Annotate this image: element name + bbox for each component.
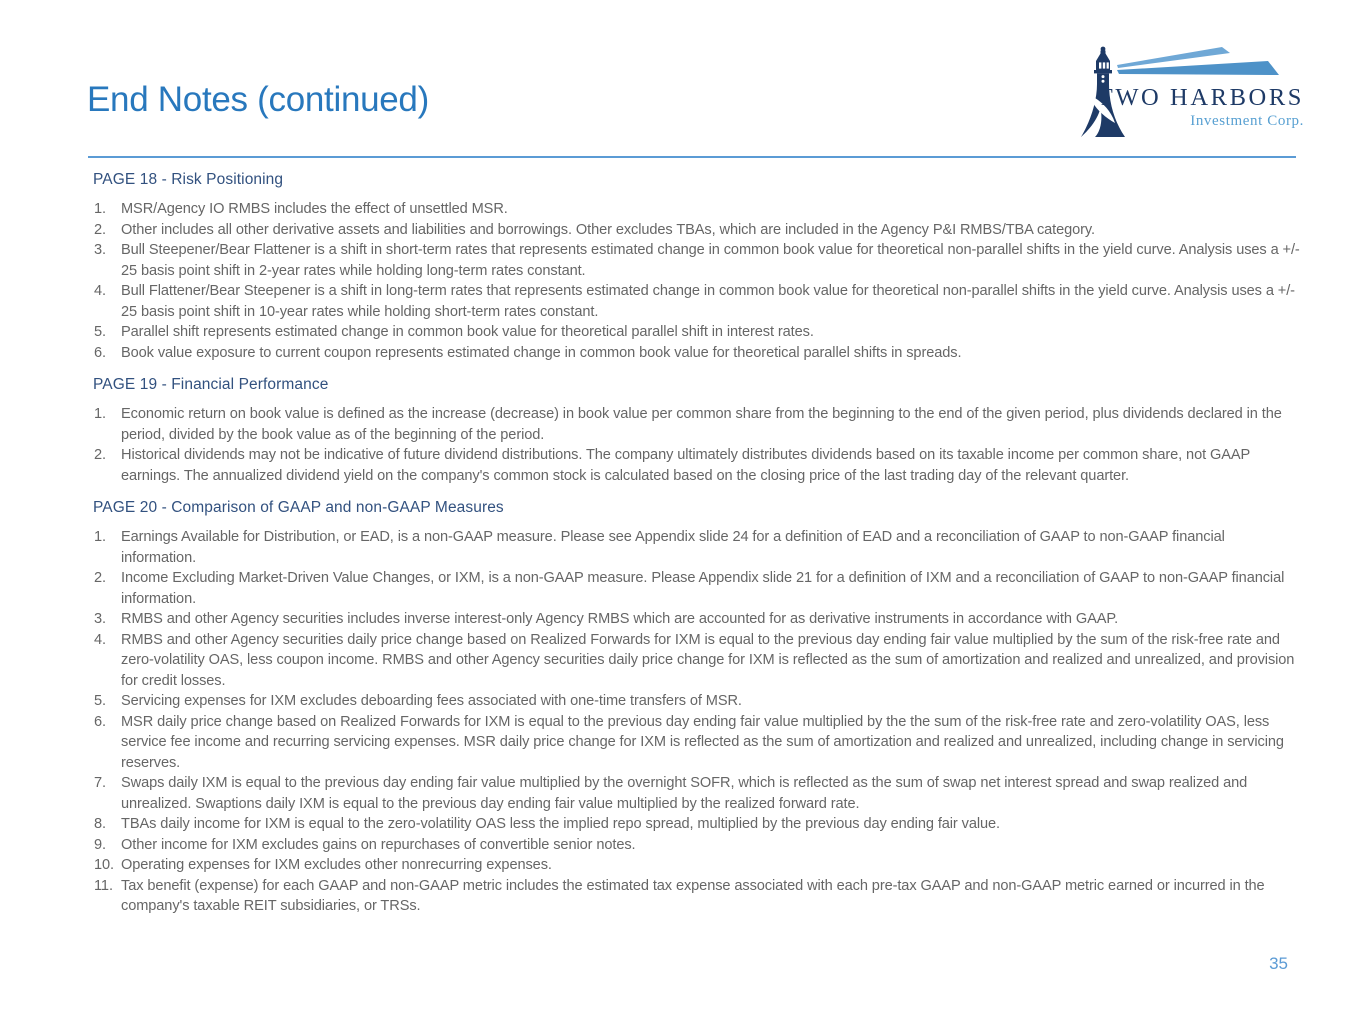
note-number: 1. <box>94 201 106 217</box>
note-number: 8. <box>94 816 106 832</box>
section-heading: PAGE 18 - Risk Positioning <box>93 171 284 188</box>
note-number: 5. <box>94 324 106 340</box>
note-text: RMBS and other Agency securities daily price change based on Realized Forwards for IXM is equal to the previous day ending fair value multiplied by the sum of the risk-free rate and zero-volatility OAS, less coupon income. RMBS and other Agency securities daily price change for IXM is reflected as the sum of amortization and realized and unrealized, and provision for credit losses. <box>121 631 1295 689</box>
note-number: 6. <box>94 344 106 361</box>
note-text: Book value exposure to current coupon represents estimated change in common book value for theoretical parallel shifts in spreads. <box>121 344 962 361</box>
note-number: 7. <box>94 775 106 791</box>
section-page-18 <box>88 171 1300 363</box>
brand-logo <box>1070 44 1306 144</box>
note-item <box>88 568 1300 609</box>
note-number: 1. <box>94 529 106 545</box>
note-number: 6. <box>94 713 106 730</box>
note-item <box>88 240 1300 281</box>
section-page-20 <box>88 499 1300 917</box>
note-item <box>88 814 1300 835</box>
note-item <box>88 835 1300 856</box>
note-number: 4. <box>94 283 106 299</box>
note-text: Other income for IXM excludes gains on repurchases of convertible senior notes. <box>121 836 636 853</box>
note-item <box>88 691 1300 712</box>
note-text: Servicing expenses for IXM excludes deboarding fees associated with one-time transfers of MSR. <box>121 693 742 709</box>
page-number: 35 <box>1269 954 1288 973</box>
title-divider <box>88 156 1296 158</box>
note-text: Bull Steepener/Bear Flattener is a shift in short-term rates that represents estimated change in common book value for theoretical non-parallel shifts in the yield curve. Analysis uses a +/- 25 basis point shift in 2-year rates while holding long-term rates constant. <box>121 242 1300 279</box>
note-text: Parallel shift represents estimated change in common book value for theoretical parallel shift in interest rates. <box>121 324 814 340</box>
note-item <box>88 773 1300 814</box>
section-heading: PAGE 19 - Financial Performance <box>93 376 329 393</box>
note-text: Historical dividends may not be indicative of future dividend distributions. The company ultimately distributes dividends based on its taxable income per common share, not GAAP earnings. The annualized dividend yield on the company's common stock is calculated based on the closing price of the last trading day of the relevant quarter. <box>121 447 1250 484</box>
note-item <box>88 876 1300 917</box>
note-item <box>88 281 1300 322</box>
note-text: TBAs daily income for IXM is equal to the zero-volatility OAS less the implied repo spread, multiplied by the previous day ending fair value. <box>121 816 1000 832</box>
note-number: 5. <box>94 693 106 709</box>
note-number: 2. <box>94 570 106 586</box>
note-number: 3. <box>94 611 106 627</box>
light-beams-icon <box>1117 47 1279 75</box>
brand-subtitle: Investment Corp. <box>1190 113 1304 129</box>
note-item <box>88 609 1300 630</box>
brand-name: TWO HARBORS <box>1097 84 1304 111</box>
page-title: End Notes (continued) <box>87 80 429 119</box>
note-item <box>88 445 1300 486</box>
end-notes-content <box>88 164 1300 917</box>
note-item <box>88 527 1300 568</box>
section-heading: PAGE 20 - Comparison of GAAP and non-GAAP Measures <box>93 499 504 516</box>
note-text: Tax benefit (expense) for each GAAP and non-GAAP metric includes the estimated tax expense associated with each pre-tax GAAP and non-GAAP metric earned or incurred in the company's taxable REIT subsidiaries, or TRSs. <box>121 877 1265 914</box>
note-number: 4. <box>94 631 106 648</box>
note-item <box>88 343 1300 364</box>
note-item <box>88 855 1300 876</box>
note-number: 2. <box>94 221 106 238</box>
note-text: Earnings Available for Distribution, or EAD, is a non-GAAP measure. Please see Appendix slide 24 for a definition of EAD and a reconciliation of GAAP to non-GAAP financial information. <box>121 529 1225 566</box>
note-number: 11. <box>94 877 113 894</box>
note-item <box>88 630 1300 692</box>
note-text: Operating expenses for IXM excludes other nonrecurring expenses. <box>121 857 552 873</box>
note-text: Bull Flattener/Bear Steepener is a shift in long-term rates that represents estimated change in common book value for theoretical non-parallel shifts in the yield curve. Analysis uses a +/- 25 basis point shift in 10-year rates while holding short-term rates constant. <box>121 283 1295 320</box>
note-text: MSR/Agency IO RMBS includes the effect of unsettled MSR. <box>121 201 508 217</box>
note-text: MSR daily price change based on Realized Forwards for IXM is equal to the previous day ending fair value multiplied by the the sum of the risk-free rate and zero-volatility OAS, less service fee income and recurring servicing expenses. MSR daily price change for IXM is reflected as the sum of amortization and realized and unrealized, including change in servicing reserves. <box>121 713 1284 771</box>
note-item <box>88 322 1300 343</box>
note-item <box>88 199 1300 220</box>
note-number: 9. <box>94 836 106 853</box>
note-number: 3. <box>94 242 106 258</box>
note-number: 1. <box>94 406 106 422</box>
note-item <box>88 404 1300 445</box>
note-item <box>88 220 1300 241</box>
note-text: Swaps daily IXM is equal to the previous day ending fair value multiplied by the overnight SOFR, which is reflected as the sum of swap net interest spread and swap realized and unrealized. Swaptions daily IXM is equal to the previous day ending fair value multiplied by the realized forward rate. <box>121 775 1248 812</box>
section-page-19 <box>88 376 1300 486</box>
note-number: 10. <box>94 857 114 873</box>
note-text: Economic return on book value is defined as the increase (decrease) in book value per common share from the beginning to the end of the given period, plus dividends declared in the period, divided by the book value as of the beginning of the period. <box>121 406 1282 443</box>
note-text: Other includes all other derivative assets and liabilities and borrowings. Other excludes TBAs, which are included in the Agency P&I RMBS/TBA category. <box>121 221 1095 238</box>
note-item <box>88 712 1300 774</box>
note-text: Income Excluding Market-Driven Value Changes, or IXM, is a non-GAAP measure. Please Appendix slide 21 for a definition of IXM and a reconciliation of GAAP to non-GAAP financial information. <box>121 570 1285 607</box>
note-text: RMBS and other Agency securities includes inverse interest-only Agency RMBS which are accounted for as derivative instruments in accordance with GAAP. <box>121 611 1119 627</box>
note-number: 2. <box>94 447 106 463</box>
